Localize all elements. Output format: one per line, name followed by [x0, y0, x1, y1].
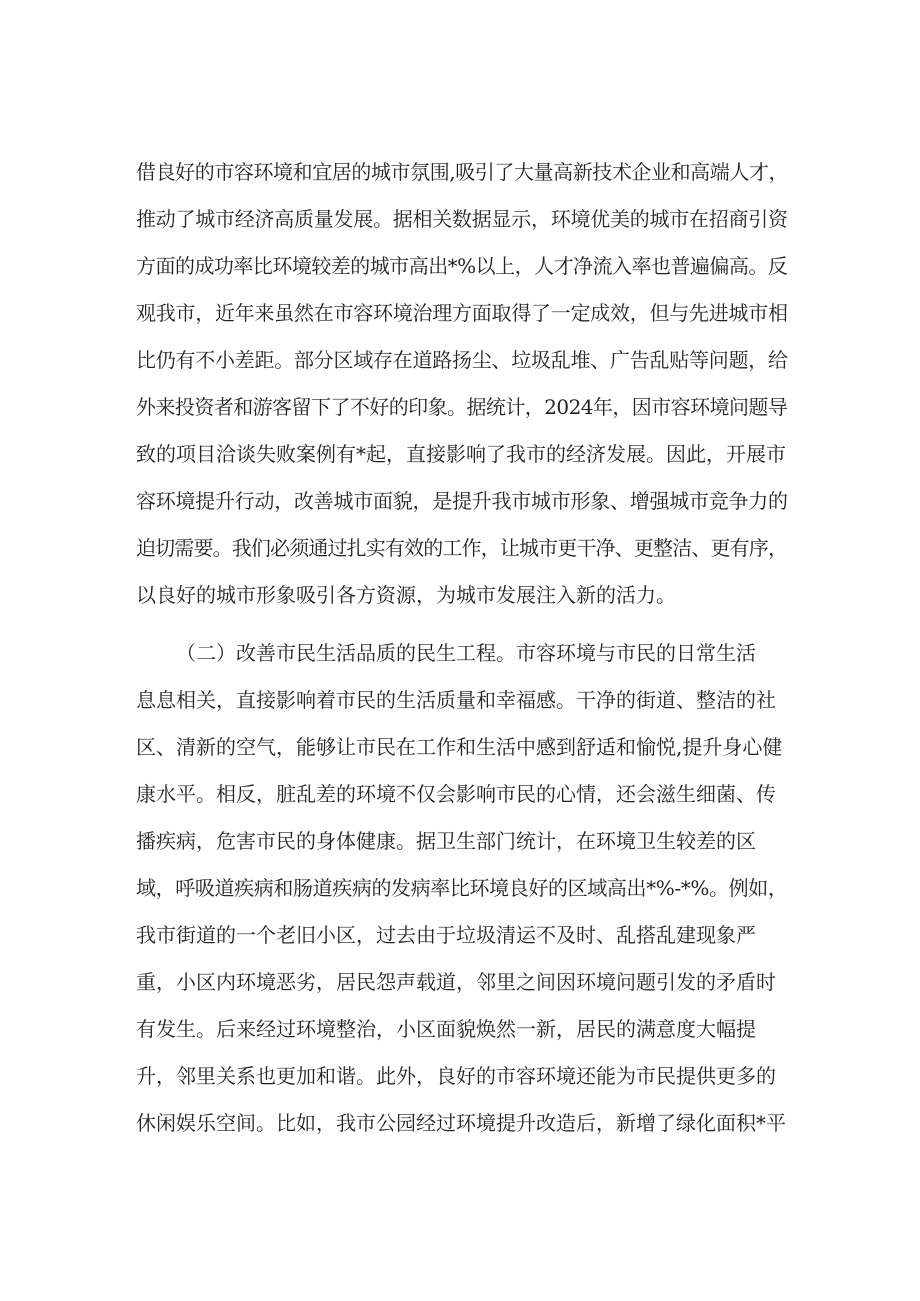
text-line: 有发生。后来经过环境整治，小区面貌焕然一新，居民的满意度大幅提 — [136, 1017, 756, 1041]
text-line: 致的项目洽谈失败案例有*起，直接影响了我市的经济发展。因此，开展市 — [136, 442, 786, 466]
text-line: 借良好的市容环境和宜居的城市氛围,吸引了大量高新技术企业和高端人才， — [136, 160, 789, 184]
text-line: 康水平。相反，脏乱差的环境不仅会影响市民的心情，还会滋生细菌、传 — [136, 782, 776, 806]
text-line: 推动了城市经济高质量发展。据相关数据显示，环境优美的城市在招商引资 — [136, 207, 788, 231]
text-line: 迫切需要。我们必须通过扎实有效的工作，让城市更干净、更整洁、更有序， — [136, 536, 788, 560]
text-line: 休闲娱乐空间。比如，我市公园经过环境提升改造后，新增了绿化面积*平 — [136, 1111, 786, 1135]
section-heading-line: （二）改善市民生活品质的民生工程。市容环境与市民的日常生活 — [176, 641, 756, 665]
text-line: 播疾病，危害市民的身体健康。据卫生部门统计，在环境卫生较差的区 — [136, 829, 756, 853]
text-line: 观我市，近年来虽然在市容环境治理方面取得了一定成效，但与先进城市相 — [136, 301, 788, 325]
text-line: 容环境提升行动，改善城市面貌，是提升我市城市形象、增强城市竞争力的 — [136, 489, 788, 513]
text-line: 外来投资者和游客留下了不好的印象。据统计，2024年，因市容环境问题导 — [136, 395, 788, 419]
text-line: 升，邻里关系也更加和谐。此外，良好的市容环境还能为市民提供更多的 — [136, 1064, 776, 1088]
text-line: 区、清新的空气，能够让市民在工作和生活中感到舒适和愉悦,提升身心健 — [136, 735, 783, 759]
text-line: 重，小区内环境恶劣，居民怨声载道，邻里之间因环境问题引发的矛盾时 — [136, 970, 776, 994]
text-line: 息息相关，直接影响着市民的生活质量和幸福感。干净的街道、整洁的社 — [136, 688, 776, 712]
text-line: 比仍有不小差距。部分区域存在道路扬尘、垃圾乱堆、广告乱贴等问题，给 — [136, 348, 788, 372]
text-line: 域，呼吸道疾病和肠道疾病的发病率比环境良好的区域高出*%-*%。例如， — [136, 876, 788, 900]
text-line: 以良好的城市形象吸引各方资源，为城市发展注入新的活力。 — [136, 583, 676, 607]
text-line: 我市街道的一个老旧小区，过去由于垃圾清运不及时、乱搭乱建现象严 — [136, 923, 756, 947]
text-line: 方面的成功率比环境较差的城市高出*%以上，人才净流入率也普遍偏高。反 — [136, 254, 788, 278]
